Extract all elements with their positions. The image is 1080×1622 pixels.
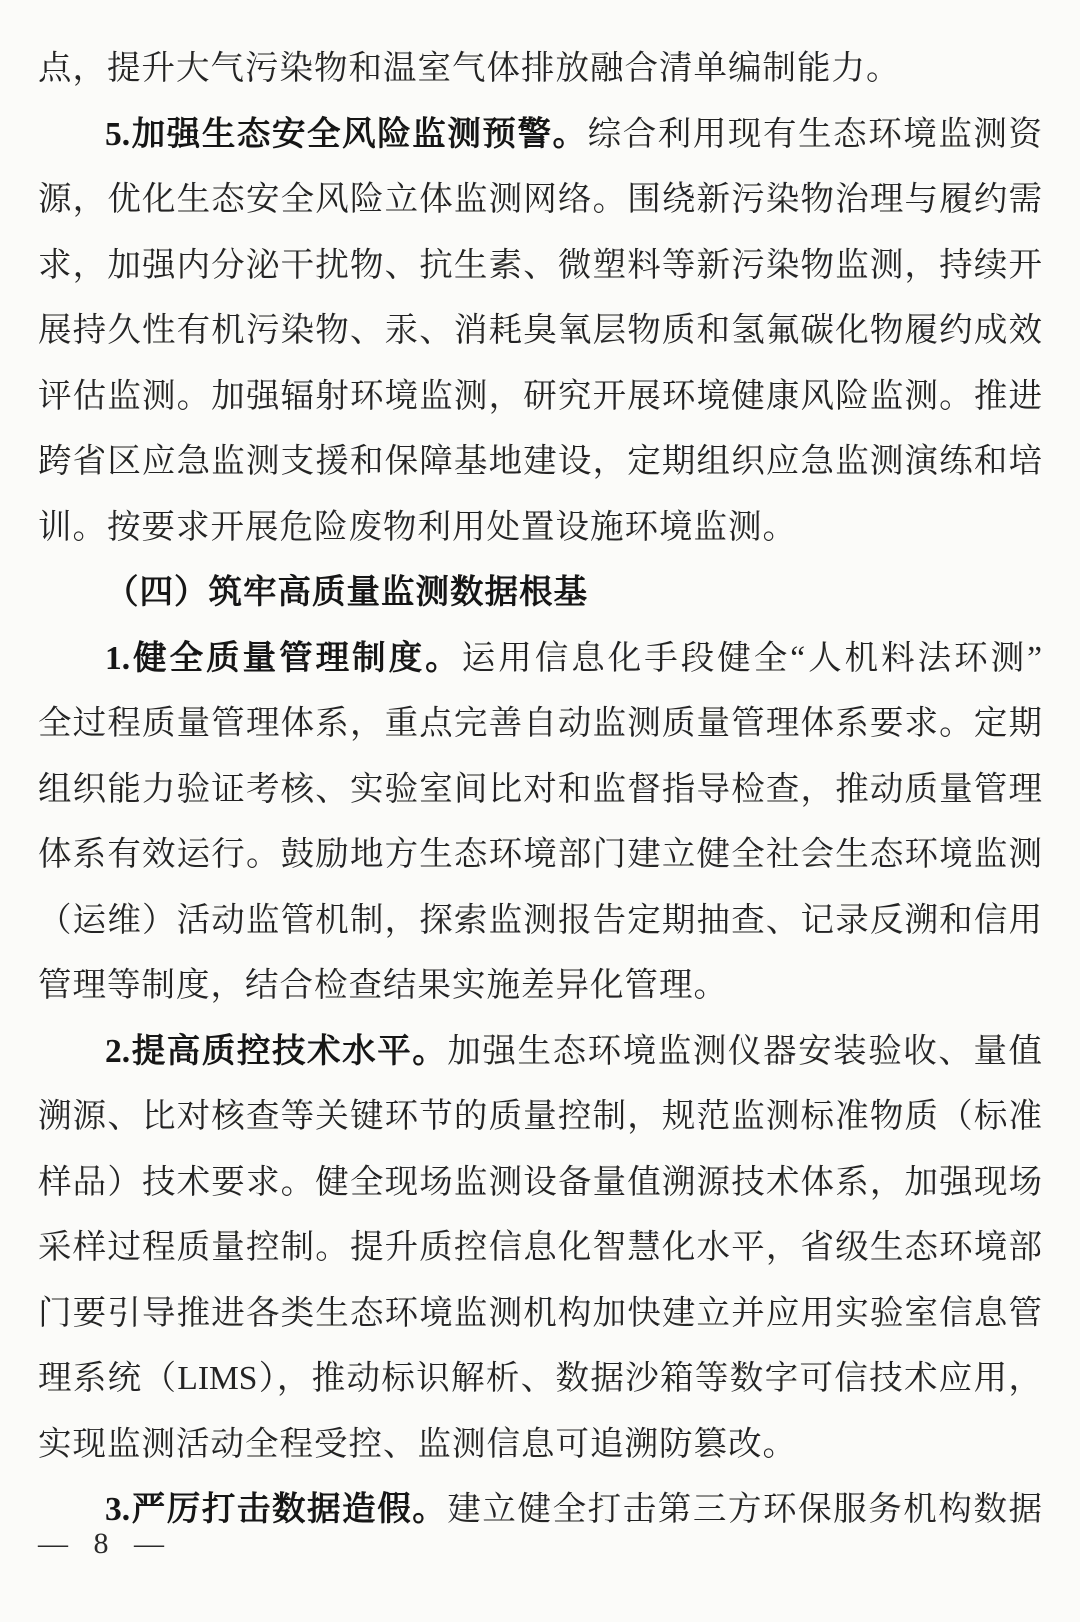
body-run: 建立健全打击第三方环保服务机构数据 xyxy=(447,1491,1042,1528)
body-run: 展持久性有机污染物、汞、消耗臭氧层物质和氢氟碳化物履约成效 xyxy=(38,312,1042,349)
body-run: 样品）技术要求。健全现场监测设备量值溯源技术体系，加强现场 xyxy=(38,1163,1042,1201)
text-line xyxy=(38,167,1042,233)
heading-run: （四）筑牢高质量监测数据根基 xyxy=(105,574,588,611)
heading-run: 3.严厉打击数据造假。 xyxy=(105,1491,448,1528)
body-run: 求，加强内分泌干扰物、抗生素、微塑料等新污染物监测，持续开 xyxy=(38,246,1042,284)
text-line xyxy=(38,102,1042,168)
text-line xyxy=(38,364,1042,430)
text-line xyxy=(38,1150,1042,1216)
text-line xyxy=(38,888,1042,954)
text-line xyxy=(38,691,1042,757)
body-run: 理系统（LIMS），推动标识解析、数据沙箱等数字可信技术应用， xyxy=(38,1360,1042,1397)
text-line xyxy=(38,495,1042,561)
body-run: 训。按要求开展危险废物利用处置设施环境监测。 xyxy=(38,508,797,546)
body-run: 门要引导推进各类生态环境监测机构加快建立并应用实验室信息管 xyxy=(38,1294,1042,1332)
text-line xyxy=(38,1215,1042,1281)
body-run: 体系有效运行。鼓励地方生态环境部门建立健全社会生态环境监测 xyxy=(38,836,1042,873)
page-number: — 8 — xyxy=(38,1527,166,1560)
text-line xyxy=(38,36,1042,102)
body-run: 综合利用现有生态环境监测资 xyxy=(587,115,1042,153)
body-run: 采样过程质量控制。提升质控信息化智慧化水平，省级生态环境部 xyxy=(38,1229,1042,1266)
text-line xyxy=(38,626,1042,692)
text-line xyxy=(38,1477,1042,1543)
page-text xyxy=(38,36,1042,1543)
text-line xyxy=(38,953,1042,1019)
heading-run: 2.提高质控技术水平。 xyxy=(105,1032,448,1070)
text-line xyxy=(38,1412,1042,1478)
text-line xyxy=(38,429,1042,495)
body-run: 管理等制度，结合检查结果实施差异化管理。 xyxy=(38,967,728,1004)
heading-run: 5.加强生态安全风险监测预警。 xyxy=(105,115,588,153)
body-run: 溯源、比对核查等关键环节的质量控制，规范监测标准物质（标准 xyxy=(38,1098,1042,1135)
text-line xyxy=(38,1281,1042,1347)
text-line xyxy=(38,560,1042,626)
body-run: 全过程质量管理体系，重点完善自动监测质量管理体系要求。定期 xyxy=(38,705,1042,742)
body-run: 评估监测。加强辐射环境监测，研究开展环境健康风险监测。推进 xyxy=(38,377,1042,415)
body-run: 加强生态环境监测仪器安装验收、量值 xyxy=(447,1032,1042,1070)
text-line xyxy=(38,1084,1042,1150)
text-line xyxy=(38,822,1042,888)
body-run: 跨省区应急监测支援和保障基地建设，定期组织应急监测演练和培 xyxy=(38,443,1042,480)
text-line xyxy=(38,1019,1042,1085)
body-run: 实现监测活动全程受控、监测信息可追溯防篡改。 xyxy=(38,1425,797,1463)
body-run: 运用信息化手段健全“人机料法环测” xyxy=(461,639,1042,677)
body-run: 源，优化生态安全风险立体监测网络。围绕新污染物治理与履约需 xyxy=(38,181,1042,218)
text-line xyxy=(38,1346,1042,1412)
body-run: 组织能力验证考核、实验室间比对和监督指导检查，推动质量管理 xyxy=(38,770,1042,808)
heading-run: 1.健全质量管理制度。 xyxy=(105,639,462,677)
body-run: （运维）活动监管机制，探索监测报告定期抽查、记录反溯和信用 xyxy=(38,901,1042,939)
body-run: 点，提升大气污染物和温室气体排放融合清单编制能力。 xyxy=(38,50,901,87)
text-line xyxy=(38,298,1042,364)
text-line xyxy=(38,757,1042,823)
text-line xyxy=(38,233,1042,299)
